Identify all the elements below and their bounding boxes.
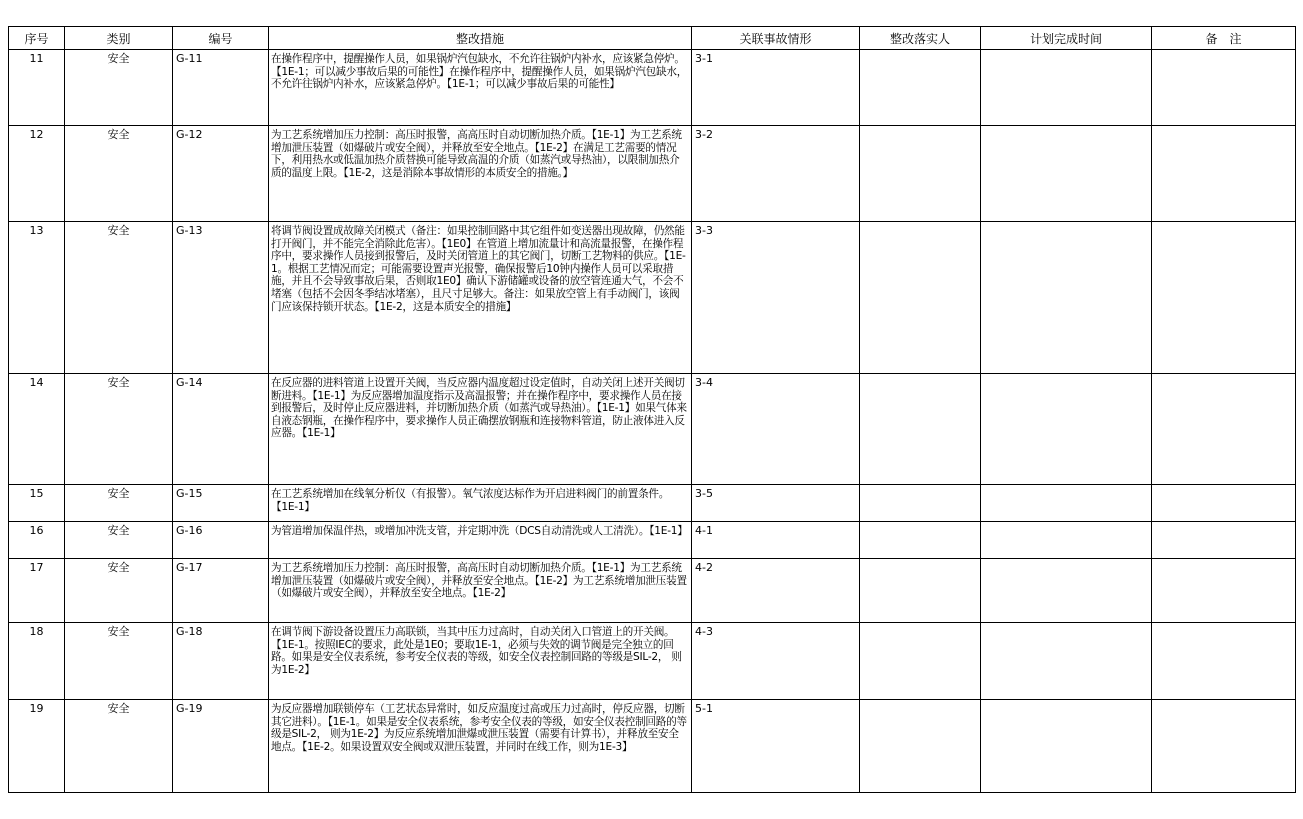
row-date — [981, 50, 1152, 126]
row-owner — [860, 522, 981, 559]
header-no: 序号 — [9, 27, 65, 50]
row-scenario: 5-1 — [692, 700, 860, 793]
row-category: 安全 — [65, 374, 173, 485]
table-row — [9, 623, 1296, 700]
table-row — [9, 126, 1296, 222]
rectification-table — [8, 26, 1296, 793]
table-row — [9, 559, 1296, 623]
row-measure: 将调节阀设置成故障关闭模式（备注：如果控制回路中其它组件如变送器出现故障，仍然能打开阀门，并不能完全消除此危害）。【1E0】在管道上增加流量计和高流量报警，在操作程序中，要求操作人员接到报警后，及时关闭管道上的其它阀门，切断工艺物料的供应。【1E-1。根据工艺情况而定；可能需要设置声光报警，确保报警后10钟内操作人员可以采取措施，并且不会导致事故后果，否则取1E0】确认下游储罐或设备的放空管连通大气，不会不堵塞（包括不会因冬季结冰堵塞），且尺寸足够大。备注：如果放空管上有手动阀门，该阀门应该保持锁开状态。【1E-2，这是本质安全的措施】 — [269, 222, 692, 374]
table-row — [9, 50, 1296, 126]
row-owner — [860, 700, 981, 793]
page — [8, 26, 1295, 793]
header-code: 编号 — [173, 27, 269, 50]
row-scenario: 3-2 — [692, 126, 860, 222]
row-scenario: 3-1 — [692, 50, 860, 126]
row-category: 安全 — [65, 623, 173, 700]
row-no: 11 — [9, 50, 65, 126]
row-owner — [860, 50, 981, 126]
row-category: 安全 — [65, 485, 173, 522]
row-category: 安全 — [65, 559, 173, 623]
row-no: 13 — [9, 222, 65, 374]
row-code: G-15 — [173, 485, 269, 522]
row-code: G-11 — [173, 50, 269, 126]
row-no: 16 — [9, 522, 65, 559]
row-scenario: 3-3 — [692, 222, 860, 374]
row-remark — [1152, 50, 1296, 126]
row-no: 18 — [9, 623, 65, 700]
row-measure: 为反应器增加联锁停车（工艺状态异常时，如反应温度过高或压力过高时，停反应器，切断其它进料）。【1E-1。如果是安全仪表系统，参考安全仪表的等级，如安全仪表控制回路的等级是SIL-2， 则为1E-2】为反应系统增加泄爆或泄压装置（需要有计算书），并释放至安全地点。【1E-2。如果设置双安全阀或双泄压装置，并同时在线工作，则为1E-3】 — [269, 700, 692, 793]
header-row — [9, 27, 1296, 50]
row-remark — [1152, 522, 1296, 559]
row-date — [981, 522, 1152, 559]
row-date — [981, 623, 1152, 700]
row-remark — [1152, 559, 1296, 623]
row-category: 安全 — [65, 50, 173, 126]
row-category: 安全 — [65, 522, 173, 559]
row-owner — [860, 559, 981, 623]
table-row — [9, 485, 1296, 522]
row-measure: 在操作程序中，提醒操作人员，如果锅炉汽包缺水，不允许往锅炉内补水，应该紧急停炉。【1E-1；可以减少事故后果的可能性】在操作程序中，提醒操作人员，如果锅炉汽包缺水，不允许往锅炉内补水，应该紧急停炉。【1E-1；可以减少事故后果的可能性】 — [269, 50, 692, 126]
row-date — [981, 485, 1152, 522]
row-measure: 在反应器的进料管道上设置开关阀，当反应器内温度超过设定值时，自动关闭上述开关阀切断进料。【1E-1】为反应器增加温度指示及高温报警；并在操作程序中，要求操作人员在接到报警后，及时停止反应器进料，并切断加热介质（如蒸汽或导热油）。【1E-1】如果气体来自液态钢瓶，在操作程序中，要求操作人员正确摆放钢瓶和连接物料管道，防止液体进入反应器。【1E-1】 — [269, 374, 692, 485]
row-code: G-18 — [173, 623, 269, 700]
row-category: 安全 — [65, 222, 173, 374]
row-date — [981, 222, 1152, 374]
row-code: G-16 — [173, 522, 269, 559]
row-measure: 为工艺系统增加压力控制：高压时报警，高高压时自动切断加热介质。【1E-1】为工艺系统增加泄压装置（如爆破片或安全阀），并释放至安全地点。【1E-2】在满足工艺需要的情况下，利用热水或低温加热介质替换可能导致高温的介质（如蒸汽或导热油），以限制加热介质的温度上限。【1E-2，这是消除本事故情形的本质安全的措施。】 — [269, 126, 692, 222]
row-measure: 在工艺系统增加在线氧分析仪（有报警）。氧气浓度达标作为开启进料阀门的前置条件。【1E-1】 — [269, 485, 692, 522]
row-scenario: 4-1 — [692, 522, 860, 559]
row-scenario: 3-4 — [692, 374, 860, 485]
row-remark — [1152, 700, 1296, 793]
row-owner — [860, 222, 981, 374]
row-owner — [860, 374, 981, 485]
row-code: G-12 — [173, 126, 269, 222]
header-remark: 备 注 — [1152, 27, 1296, 50]
header-measure: 整改措施 — [269, 27, 692, 50]
table-row — [9, 522, 1296, 559]
row-owner — [860, 126, 981, 222]
row-measure: 在调节阀下游设备设置压力高联锁，当其中压力过高时，自动关闭入口管道上的开关阀。【1E-1。按照IEC的要求，此处是1E0；要取1E-1，必须与失效的调节阀是完全独立的回路。如果是安全仪表系统，参考安全仪表的等级，如安全仪表控制回路的等级是SIL-2， 则为1E-2】 — [269, 623, 692, 700]
row-code: G-13 — [173, 222, 269, 374]
table-row — [9, 700, 1296, 793]
row-date — [981, 126, 1152, 222]
row-date — [981, 559, 1152, 623]
row-remark — [1152, 126, 1296, 222]
row-owner — [860, 485, 981, 522]
row-category: 安全 — [65, 700, 173, 793]
header-owner: 整改落实人 — [860, 27, 981, 50]
row-remark — [1152, 222, 1296, 374]
row-no: 12 — [9, 126, 65, 222]
row-measure: 为工艺系统增加压力控制：高压时报警，高高压时自动切断加热介质。【1E-1】为工艺系统增加泄压装置（如爆破片或安全阀），并释放至安全地点。【1E-2】为工艺系统增加泄压装置（如爆破片或安全阀），并释放至安全地点。【1E-2】 — [269, 559, 692, 623]
table-row — [9, 374, 1296, 485]
row-scenario: 4-3 — [692, 623, 860, 700]
row-no: 14 — [9, 374, 65, 485]
header-date: 计划完成时间 — [981, 27, 1152, 50]
row-category: 安全 — [65, 126, 173, 222]
row-remark — [1152, 485, 1296, 522]
row-date — [981, 700, 1152, 793]
row-code: G-17 — [173, 559, 269, 623]
row-scenario: 4-2 — [692, 559, 860, 623]
row-owner — [860, 623, 981, 700]
row-code: G-19 — [173, 700, 269, 793]
header-category: 类别 — [65, 27, 173, 50]
row-scenario: 3-5 — [692, 485, 860, 522]
row-measure: 为管道增加保温伴热，或增加冲洗支管，并定期冲洗（DCS自动清洗或人工清洗）。【1E-1】 — [269, 522, 692, 559]
row-remark — [1152, 623, 1296, 700]
row-no: 17 — [9, 559, 65, 623]
row-no: 15 — [9, 485, 65, 522]
row-date — [981, 374, 1152, 485]
table-row — [9, 222, 1296, 374]
row-no: 19 — [9, 700, 65, 793]
row-remark — [1152, 374, 1296, 485]
header-scenario: 关联事故情形 — [692, 27, 860, 50]
row-code: G-14 — [173, 374, 269, 485]
